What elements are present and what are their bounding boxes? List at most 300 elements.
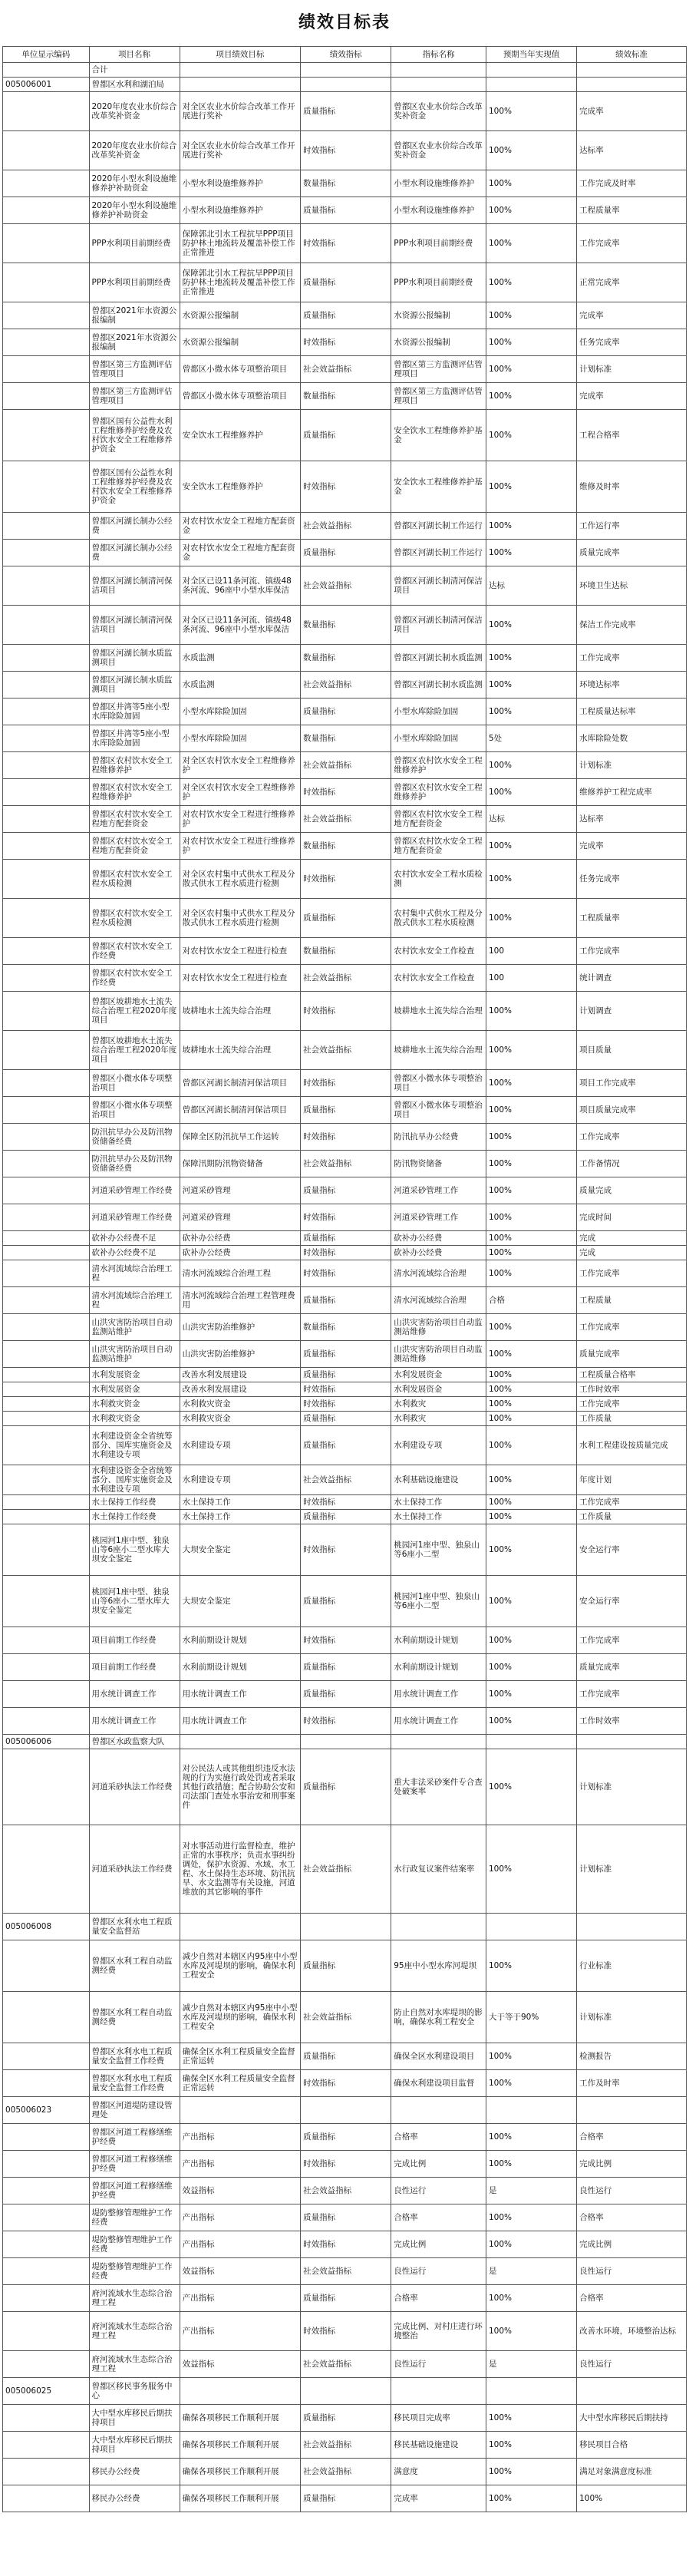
expected-value-cell: 100% [486,1825,577,1914]
expected-value-cell: 100% [486,1246,577,1260]
table-row [3,860,687,899]
expected-value-cell [486,1914,577,1940]
project-goal-cell: 坡耕地水土流失综合治理 [180,992,301,1031]
unit-code-cell [3,2405,90,2432]
project-name-cell: 曾都区井湾等5座小型水库除险加固 [89,698,180,725]
unit-code-cell [3,645,90,672]
expected-value-cell: 大于等于90% [486,1992,577,2043]
project-goal-cell: 对水事活动进行监督检查，维护正常的水事秩序；负责水事纠纷调处，保护水资源、水域、水工程、水土保持生态环境、防汛抗旱、水文监测等有关设施，河道堆放的其它影响的事件 [180,1825,301,1914]
performance-standard-cell: 保洁工作完成率 [577,606,687,645]
indicator-name-cell: 小型水库除险加固 [391,725,486,752]
table-row [3,899,687,938]
unit-code-cell [3,2285,90,2312]
unit-code-cell: 005006006 [3,1735,90,1749]
unit-code-cell [3,1749,90,1825]
project-goal-cell: 保障全区防汛抗旱工作运转 [180,1124,301,1151]
project-goal-cell: 砍补办公经费 [180,1246,301,1260]
table-row [3,329,687,356]
project-goal-cell: 确保各项移民工作顺利开展 [180,2432,301,2459]
indicator-type-cell: 质量指标 [301,1510,391,1524]
indicator-name-cell: 曾都区农村饮水安全工程地方配套资金 [391,833,486,860]
indicator-type-cell: 质量指标 [301,1231,391,1246]
unit-code-cell [3,2178,90,2204]
indicator-type-cell: 质量指标 [301,92,391,131]
expected-value-cell: 100% [486,2231,577,2258]
performance-standard-cell: 计划标准 [577,1825,687,1914]
performance-standard-cell: 统计调查 [577,965,687,992]
performance-standard-cell: 工作完成率 [577,1124,687,1151]
unit-code-cell [3,1708,90,1735]
project-name-cell: 用水统计调查工作 [89,1708,180,1735]
indicator-name-cell: 农村集中式供水工程及分散式供水工程水质检测 [391,899,486,938]
project-goal-cell: 曾都区小微水体专项整治项目 [180,383,301,410]
unit-code-cell [3,752,90,779]
performance-standard-cell: 质量完成率 [577,1654,687,1681]
performance-standard-cell: 良性运行 [577,2178,687,2204]
indicator-name-cell: 移民项目完成率 [391,2405,486,2432]
project-goal-cell: 产出指标 [180,2204,301,2231]
project-name-cell: 山洪灾害防治项目自动监测站维护 [89,1341,180,1368]
table-row [3,2351,687,2378]
table-row [3,1426,687,1465]
performance-standard-cell: 计划标准 [577,1749,687,1825]
project-name-cell: 堤防整修管理维护工作经费 [89,2231,180,2258]
project-name-cell: 曾都区第三方监测评估管理项目 [89,356,180,383]
indicator-type-cell: 质量指标 [301,2285,391,2312]
unit-code-cell [3,2312,90,2351]
project-name-cell: 项目前期工作经费 [89,1627,180,1654]
unit-row [3,2378,687,2405]
performance-standard-cell [577,1914,687,1940]
expected-value-cell: 100% [486,329,577,356]
project-name-cell: 曾都区小微水体专项整治项目 [89,1070,180,1097]
expected-value-cell: 100% [486,540,577,566]
column-header: 项目名称 [89,47,180,63]
project-goal-cell: 减少自然对本辖区内95座中小型水库及河堤坝的影响，确保水利工程安全 [180,1940,301,1992]
project-name-cell: 大中型水库移民后期扶持项目 [89,2432,180,2459]
indicator-name-cell [391,2097,486,2124]
unit-code-cell [3,725,90,752]
indicator-type-cell: 社会效益指标 [301,2351,391,2378]
performance-standard-cell: 环境达标率 [577,672,687,698]
unit-code-cell [3,1260,90,1287]
unit-code-cell [3,2459,90,2485]
indicator-name-cell: 水利发展资金 [391,1382,486,1397]
indicator-type-cell: 质量指标 [301,263,391,302]
performance-standard-cell: 计划标准 [577,356,687,383]
project-name-cell: 山洪灾害防治项目自动监测站维护 [89,1314,180,1341]
indicator-name-cell: 水利发展资金 [391,1368,486,1382]
indicator-name-cell: 水行政复议案件结案率 [391,1825,486,1914]
project-goal-cell: 对公民法人或其他组织违反水法规的行为实施行政处罚或者采取其他行政措施；配合协助公安和司法部门查处水事治安和刑事案件 [180,1749,301,1825]
column-header: 指标名称 [391,47,486,63]
performance-standard-cell: 项目质量完成率 [577,1097,687,1124]
expected-value-cell: 5处 [486,725,577,752]
indicator-name-cell: 水资源公报编制 [391,329,486,356]
unit-code-cell [3,131,90,170]
indicator-name-cell: 曾都区小微水体专项整治项目 [391,1097,486,1124]
project-name-cell: 曾都区2021年水资源公报编制 [89,329,180,356]
unit-code-cell [3,1681,90,1708]
unit-code-cell [3,2351,90,2378]
unit-code-cell [3,1287,90,1314]
project-name-cell: 曾都区河湖长制水质监测项目 [89,645,180,672]
project-name-cell: 曾都区水政监察大队 [89,1735,180,1749]
unit-code-cell [3,2204,90,2231]
table-row [3,1627,687,1654]
project-name-cell: PPP水利项目前期经费 [89,263,180,302]
table-row [3,1397,687,1412]
project-goal-cell: 保障郭北引水工程抗旱PPP项目防护林土地流转及覆盖补偿工作正常推进 [180,263,301,302]
table-row [3,1524,687,1576]
indicator-name-cell: 小型水利设施维修养护 [391,170,486,197]
performance-standard-cell: 维修及时率 [577,461,687,513]
performance-standard-cell: 完成率 [577,302,687,329]
expected-value-cell: 100% [486,1426,577,1465]
expected-value-cell: 100% [486,2485,577,2512]
expected-value-cell [486,2097,577,2124]
indicator-name-cell: 曾都区河湖长制工作运行 [391,513,486,540]
expected-value-cell: 是 [486,2178,577,2204]
project-name-cell: 曾都区河道堤防建设管理处 [89,2097,180,2124]
indicator-type-cell: 社会效益指标 [301,356,391,383]
performance-standard-cell: 合格率 [577,2285,687,2312]
table-row [3,1825,687,1914]
expected-value-cell: 是 [486,2351,577,2378]
project-name-cell: 曾都区河湖长制清河保洁项目 [89,606,180,645]
indicator-type-cell: 质量指标 [301,302,391,329]
expected-value-cell: 100% [486,197,577,224]
project-name-cell: 堤防整修管理维护工作经费 [89,2258,180,2285]
expected-value-cell: 100% [486,1031,577,1070]
unit-code-cell [3,1177,90,1204]
indicator-type-cell: 质量指标 [301,1177,391,1204]
expected-value-cell: 100% [486,131,577,170]
indicator-name-cell: 防汛物资储备 [391,1151,486,1177]
table-row [3,992,687,1031]
table-row [3,131,687,170]
project-goal-cell [180,2378,301,2405]
performance-standard-cell: 工作完成率 [577,1397,687,1412]
project-goal-cell: 水质监测 [180,645,301,672]
performance-standard-cell: 计划标准 [577,752,687,779]
column-header: 预期当年实现值 [486,47,577,63]
expected-value-cell: 100 [486,965,577,992]
unit-code-cell [3,1940,90,1992]
indicator-type-cell: 质量指标 [301,698,391,725]
project-name-cell: 府河流域水生态综合治理工程 [89,2285,180,2312]
project-name-cell: 清水河流域综合治理工程 [89,1260,180,1287]
project-goal-cell: 对全区已设11条河流、镇级48条河流、96座中小型水库保洁 [180,606,301,645]
project-goal-cell: 对全区农村集中式供水工程及分散式供水工程水质进行检测 [180,899,301,938]
expected-value-cell: 100% [486,1368,577,1382]
performance-standard-cell: 安全运行率 [577,1524,687,1576]
expected-value-cell: 达标 [486,566,577,606]
expected-value-cell: 100% [486,2405,577,2432]
indicator-name-cell: 合格率 [391,2204,486,2231]
indicator-name-cell: 曾都区河湖长制水质监测 [391,672,486,698]
unit-code-cell [3,806,90,833]
project-name-cell: 水利发展资金 [89,1368,180,1382]
table-row [3,197,687,224]
indicator-type-cell: 时效指标 [301,224,391,263]
indicator-type-cell: 质量指标 [301,410,391,461]
table-row [3,2204,687,2231]
table-row [3,2043,687,2070]
project-name-cell: 曾都区水利水电工程质量安全监督工作经费 [89,2070,180,2097]
project-goal-cell [180,78,301,92]
table-row [3,725,687,752]
project-name-cell: 曾都区农村饮水安全工作经费 [89,965,180,992]
unit-code-cell [3,672,90,698]
indicator-type-cell: 社会效益指标 [301,513,391,540]
indicator-name-cell: 水利前期设计规划 [391,1654,486,1681]
expected-value-cell: 100% [486,92,577,131]
performance-standard-cell: 安全运行率 [577,1576,687,1627]
indicator-name-cell: 完成比例 [391,2151,486,2178]
project-name-cell: 2020年小型水利设施维修养护补助资金 [89,170,180,197]
unit-code-cell [3,92,90,131]
table-row [3,2432,687,2459]
indicator-type-cell: 时效指标 [301,1246,391,1260]
project-name-cell: 曾都区坡耕地水土流失综合治理工程2020年度项目 [89,1031,180,1070]
indicator-type-cell [301,63,391,78]
table-row [3,1654,687,1681]
performance-standard-cell: 改善水环境，环境整治达标 [577,2312,687,2351]
performance-standard-cell: 工作及时率 [577,2070,687,2097]
project-goal-cell: 保障汛期防汛物资储备 [180,1151,301,1177]
indicator-type-cell: 质量指标 [301,1368,391,1382]
performance-standard-cell: 工作运行率 [577,513,687,540]
indicator-type-cell [301,78,391,92]
indicator-name-cell: 曾都区农村饮水安全工程维修养护 [391,752,486,779]
unit-code-cell [3,224,90,263]
expected-value-cell: 100% [486,2312,577,2351]
indicator-type-cell: 数量指标 [301,833,391,860]
performance-standard-cell: 工作完成率 [577,1681,687,1708]
expected-value-cell: 100% [486,1382,577,1397]
table-row [3,806,687,833]
indicator-type-cell: 时效指标 [301,329,391,356]
indicator-name-cell: 坡耕地水土流失综合治理 [391,1031,486,1070]
expected-value-cell: 100% [486,513,577,540]
unit-code-cell [3,2432,90,2459]
project-goal-cell: 对全区农村饮水安全工程维修养护 [180,752,301,779]
project-goal-cell: 用水统计调查工作 [180,1708,301,1735]
indicator-name-cell [391,2378,486,2405]
unit-code-cell: 005006023 [3,2097,90,2124]
project-goal-cell: 确保各项移民工作顺利开展 [180,2459,301,2485]
indicator-name-cell: 重大非法采砂案件专合查处破案率 [391,1749,486,1825]
indicator-type-cell: 质量指标 [301,1426,391,1465]
table-row [3,566,687,606]
indicator-type-cell: 质量指标 [301,1412,391,1426]
project-name-cell: 合计 [89,63,180,78]
unit-code-cell [3,2124,90,2151]
expected-value-cell: 100% [486,992,577,1031]
project-name-cell: 堤防整修管理维护工作经费 [89,2204,180,2231]
indicator-name-cell: 安全饮水工程维修养护基金 [391,461,486,513]
project-goal-cell [180,1914,301,1940]
performance-target-table [2,46,687,2512]
expected-value-cell: 合格 [486,1287,577,1314]
project-goal-cell: 对农村饮水安全工程进行检查 [180,965,301,992]
indicator-name-cell: 曾都区河湖长制清河保洁项目 [391,606,486,645]
indicator-type-cell: 社会效益指标 [301,672,391,698]
project-goal-cell: 小型水利设施维修养护 [180,197,301,224]
indicator-type-cell: 时效指标 [301,1495,391,1510]
table-header-row [3,47,687,63]
project-goal-cell: 产出指标 [180,2285,301,2312]
indicator-name-cell: 完成比例、对村庄进行环境整治 [391,2312,486,2351]
indicator-name-cell: 山洪灾害防治项目自动监测站维修 [391,1314,486,1341]
project-goal-cell: 清水河流域综合治理工程管理费用 [180,1287,301,1314]
unit-row [3,78,687,92]
indicator-type-cell: 时效指标 [301,1524,391,1576]
table-row [3,1465,687,1495]
project-name-cell: 曾都区农村饮水安全工程水质检测 [89,899,180,938]
project-name-cell: 曾都区国有公益性水利工程维修养护经费及农村饮水安全工程维修养护资金 [89,410,180,461]
performance-standard-cell: 维修养护工程完成率 [577,779,687,806]
unit-code-cell [3,2258,90,2285]
expected-value-cell: 100% [486,1231,577,1246]
expected-value-cell: 100% [486,1510,577,1524]
project-goal-cell: 水资源公报编制 [180,302,301,329]
performance-standard-cell: 工作质量 [577,1412,687,1426]
indicator-type-cell: 质量指标 [301,540,391,566]
indicator-name-cell: 良性运行 [391,2178,486,2204]
project-goal-cell: 水利建设专项 [180,1426,301,1465]
project-name-cell: 曾都区河道工程修缮维护经费 [89,2151,180,2178]
expected-value-cell: 100% [486,2151,577,2178]
table-row [3,540,687,566]
column-header: 项目绩效目标 [180,47,301,63]
performance-standard-cell [577,78,687,92]
performance-standard-cell [577,63,687,78]
indicator-type-cell: 时效指标 [301,2312,391,2351]
unit-code-cell [3,1341,90,1368]
table-row [3,356,687,383]
indicator-name-cell: 水利前期设计规划 [391,1627,486,1654]
indicator-type-cell: 时效指标 [301,992,391,1031]
indicator-type-cell: 质量指标 [301,1681,391,1708]
project-name-cell: 曾都区河道工程修缮维护经费 [89,2124,180,2151]
project-goal-cell: 对全区农业水价综合改革工作开展进行奖补 [180,92,301,131]
project-goal-cell: 水土保持工作 [180,1495,301,1510]
expected-value-cell: 100% [486,1681,577,1708]
performance-standard-cell: 计划标准 [577,1992,687,2043]
table-row [3,170,687,197]
indicator-name-cell [391,78,486,92]
indicator-type-cell: 社会效益指标 [301,806,391,833]
table-row [3,1576,687,1627]
indicator-type-cell: 社会效益指标 [301,965,391,992]
project-name-cell: 曾都区农村饮水安全工程地方配套资金 [89,806,180,833]
table-row [3,2312,687,2351]
indicator-name-cell: 安全饮水工程维修养护基金 [391,410,486,461]
unit-row [3,1735,687,1749]
table-row [3,1510,687,1524]
table-row [3,1031,687,1070]
indicator-name-cell [391,1914,486,1940]
expected-value-cell: 100% [486,170,577,197]
expected-value-cell: 100% [486,1654,577,1681]
unit-code-cell: 005006008 [3,1914,90,1940]
indicator-type-cell: 社会效益指标 [301,752,391,779]
project-goal-cell: 对全区农村饮水安全工程维修养护 [180,779,301,806]
project-goal-cell: 效益指标 [180,2258,301,2285]
performance-standard-cell: 完成 [577,1246,687,1260]
expected-value-cell: 100% [486,461,577,513]
performance-standard-cell: 工作完成率 [577,645,687,672]
table-row [3,965,687,992]
unit-code-cell [3,383,90,410]
unit-code-cell [3,965,90,992]
project-goal-cell: 对农村饮水安全工程进行维修养护 [180,833,301,860]
unit-code-cell [3,1426,90,1465]
expected-value-cell [486,1735,577,1749]
unit-code-cell [3,1151,90,1177]
performance-standard-cell: 100% [577,2485,687,2512]
performance-standard-cell: 水利工程建设按质量完成 [577,1426,687,1465]
table-row [3,410,687,461]
indicator-name-cell: 清水河流域综合治理 [391,1260,486,1287]
indicator-name-cell: 河道采砂管理工作 [391,1177,486,1204]
performance-standard-cell: 工程质量率 [577,899,687,938]
unit-code-cell [3,1510,90,1524]
table-row [3,1368,687,1382]
indicator-type-cell: 质量指标 [301,1940,391,1992]
performance-standard-cell: 完成 [577,1231,687,1246]
performance-standard-cell: 行业标准 [577,1940,687,1992]
project-goal-cell: 效益指标 [180,2351,301,2378]
unit-row [3,2097,687,2124]
project-goal-cell: 大坝安全鉴定 [180,1576,301,1627]
indicator-name-cell: 小型水库除险加固 [391,698,486,725]
unit-code-cell [3,1382,90,1397]
unit-code-cell [3,899,90,938]
indicator-name-cell: 完成比例 [391,2231,486,2258]
indicator-name-cell: 小型水利设施维修养护 [391,197,486,224]
expected-value-cell: 100% [486,1749,577,1825]
performance-standard-cell: 工程质量率 [577,197,687,224]
project-goal-cell: 用水统计调查工作 [180,1681,301,1708]
project-name-cell: 曾都区水利水电工程质量安全监督工作经费 [89,2043,180,2070]
project-goal-cell: 对农村饮水安全工程地方配套资金 [180,513,301,540]
unit-code-cell [3,779,90,806]
indicator-type-cell: 质量指标 [301,899,391,938]
indicator-name-cell: 曾都区农村饮水安全工程维修养护 [391,779,486,806]
project-name-cell: 水利救灾资金 [89,1397,180,1412]
project-name-cell: 桃园河1座中型、独泉山等6座小二型水库大坝安全鉴定 [89,1524,180,1576]
project-name-cell: 河道采砂管理工作经费 [89,1177,180,1204]
table-row [3,1124,687,1151]
indicator-name-cell: 合格率 [391,2124,486,2151]
performance-standard-cell: 工作完成及时率 [577,170,687,197]
expected-value-cell: 100% [486,2432,577,2459]
table-row [3,263,687,302]
performance-standard-cell: 项目工作完成率 [577,1070,687,1097]
indicator-type-cell: 社会效益指标 [301,2432,391,2459]
table-row [3,1151,687,1177]
table-row [3,2124,687,2151]
table-row [3,1314,687,1341]
expected-value-cell: 100% [486,2204,577,2231]
indicator-name-cell: 95座中小型水库河堤坝 [391,1940,486,1992]
performance-standard-cell: 检测报告 [577,2043,687,2070]
indicator-type-cell: 时效指标 [301,1124,391,1151]
table-row [3,752,687,779]
